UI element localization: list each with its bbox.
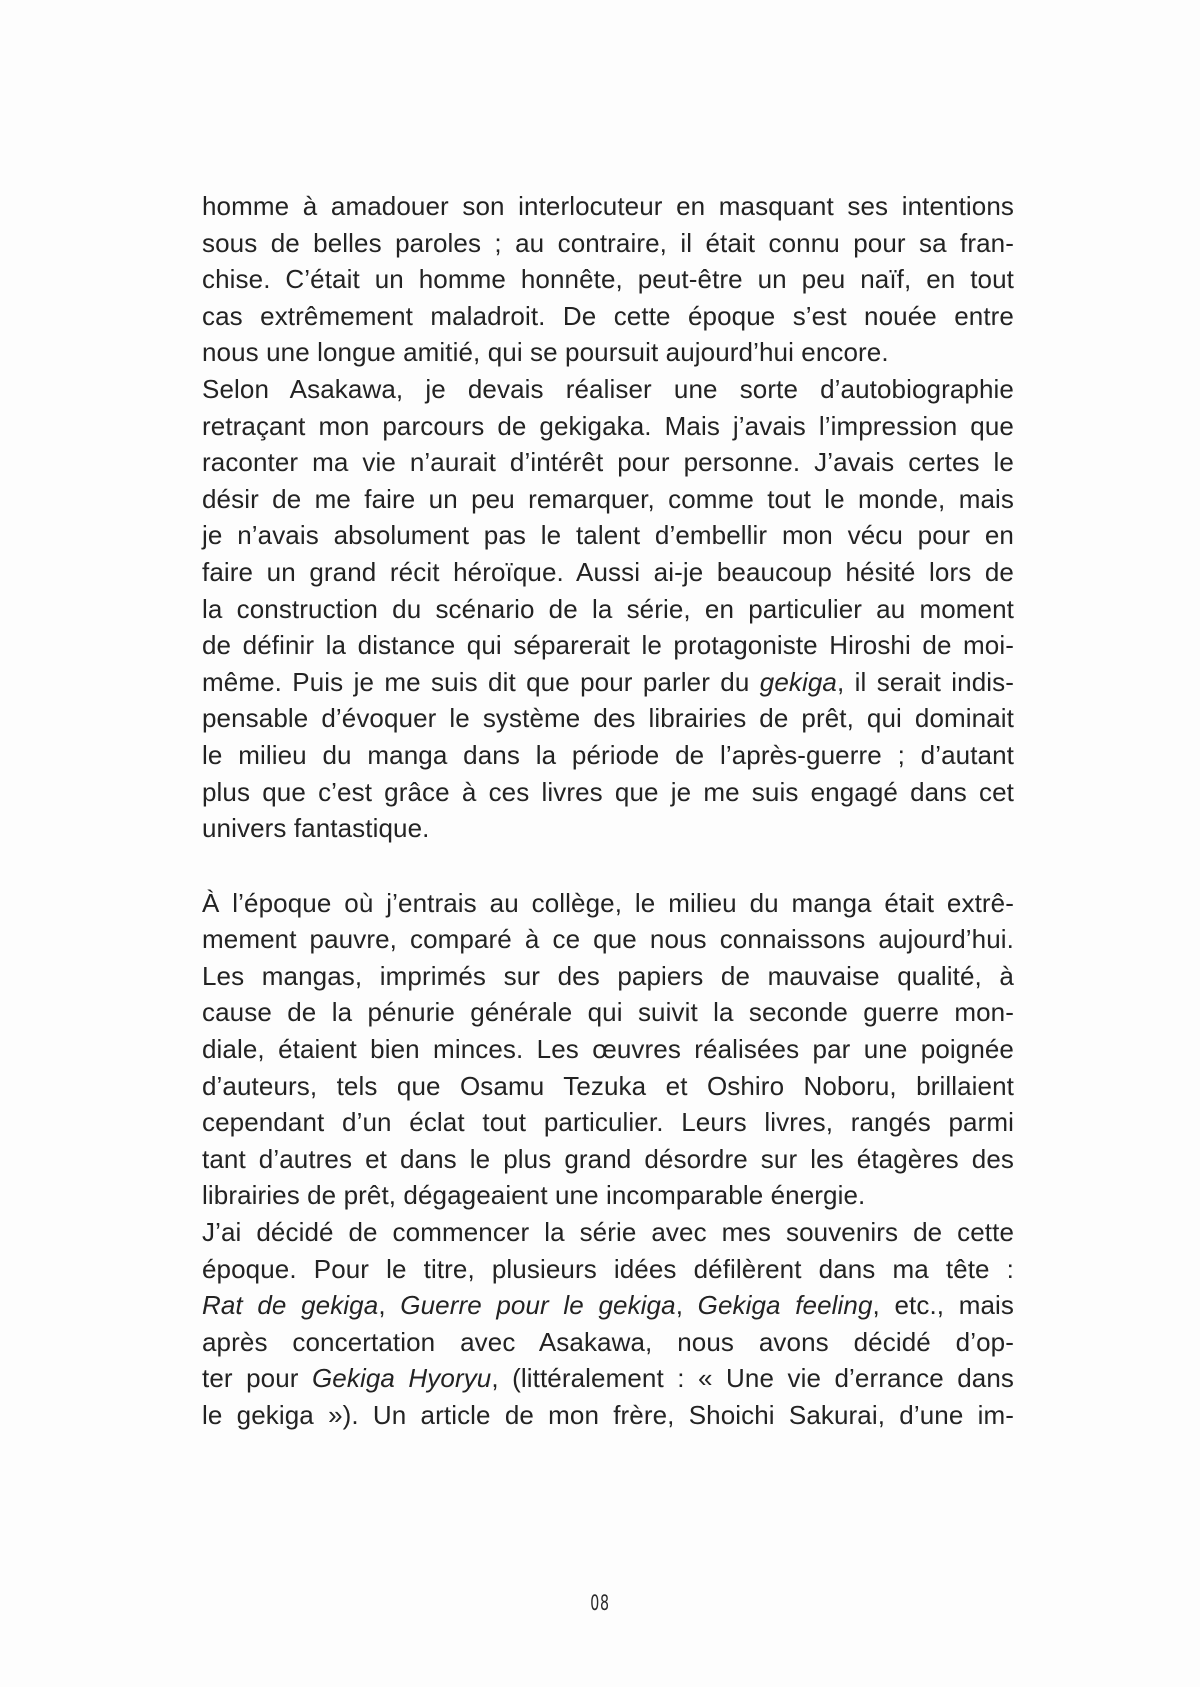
text-run: , bbox=[378, 1290, 401, 1321]
text-line: raconter ma vie n’aurait d’intérêt pour personne. J’avais certes le bbox=[202, 447, 1014, 478]
text-line: univers fantastique. bbox=[202, 813, 430, 844]
page-number: 08 bbox=[590, 1591, 610, 1615]
text-line: librairies de prêt, dégageaient une incomparable énergie. bbox=[202, 1180, 866, 1211]
text-line: après concertation avec Asakawa, nous avons décidé d’op- bbox=[202, 1326, 1014, 1357]
text-line: le milieu du manga dans la période de l’après-guerre ; d’autant bbox=[202, 739, 1014, 770]
text-line: nous une longue amitié, qui se poursuit aujourd’hui encore. bbox=[202, 337, 889, 368]
text-run: , etc., mais bbox=[872, 1290, 1014, 1321]
text-run: , (littéralement : « Une vie d’errance dans bbox=[491, 1363, 1014, 1394]
italic-title: Gekiga Hyoryu bbox=[311, 1363, 492, 1394]
text-line: cause de la pénurie générale qui suivit la seconde guerre mon- bbox=[202, 997, 1014, 1028]
text-line: diale, étaient bien minces. Les œuvres réalisées par une poignée bbox=[202, 1034, 1014, 1065]
text-line: faire un grand récit héroïque. Aussi ai-je beaucoup hésité lors de bbox=[202, 556, 1014, 587]
text-line: de définir la distance qui séparerait le protagoniste Hiroshi de moi- bbox=[202, 630, 1014, 661]
text-line bbox=[202, 1360, 1014, 1397]
italic-term: gekiga bbox=[759, 666, 837, 697]
text-line: je n’avais absolument pas le talent d’embellir mon vécu pour en bbox=[202, 520, 1014, 551]
italic-title: Guerre pour le gekiga bbox=[400, 1290, 676, 1321]
text-line bbox=[202, 1287, 1014, 1324]
text-line: retraçant mon parcours de gekigaka. Mais j’avais l’impression que bbox=[202, 410, 1014, 441]
italic-title: Gekiga feeling bbox=[697, 1290, 873, 1321]
text-run: , bbox=[675, 1290, 698, 1321]
text-run: , il serait indis- bbox=[837, 666, 1014, 697]
text-line: sous de belles paroles ; au contraire, il était connu pour sa fran- bbox=[202, 227, 1014, 258]
text-line: chise. C’était un homme honnête, peut-être un peu naïf, en tout bbox=[202, 264, 1014, 295]
text-line: cas extrêmement maladroit. De cette époque s’est nouée entre bbox=[202, 300, 1014, 331]
text-line: homme à amadouer son interlocuteur en masquant ses intentions bbox=[202, 191, 1014, 221]
text-line: d’auteurs, tels que Osamu Tezuka et Oshiro Noboru, brillaient bbox=[202, 1070, 1014, 1101]
body-text bbox=[202, 188, 1014, 1434]
text-line: désir de me faire un peu remarquer, comme tout le monde, mais bbox=[202, 483, 1014, 514]
text-line: cependant d’un éclat tout particulier. Leurs livres, rangés parmi bbox=[202, 1107, 1014, 1138]
text-line: mement pauvre, comparé à ce que nous connaissons aujourd’hui. bbox=[202, 924, 1014, 955]
italic-title: Rat de gekiga bbox=[202, 1290, 379, 1321]
text-line: tant d’autres et dans le plus grand désordre sur les étagères des bbox=[202, 1143, 1014, 1174]
text-run: même. Puis je me suis dit que pour parler du bbox=[202, 666, 760, 697]
section-break bbox=[202, 847, 1014, 885]
text-line: J’ai décidé de commencer la série avec mes souvenirs de cette bbox=[202, 1217, 1014, 1248]
text-line: Les mangas, imprimés sur des papiers de mauvaise qualité, à bbox=[202, 960, 1014, 991]
text-line: Selon Asakawa, je devais réaliser une sorte d’autobiographie bbox=[202, 373, 1014, 404]
text-line: plus que c’est grâce à ces livres que je me suis engagé dans cet bbox=[202, 776, 1014, 807]
text-run: ter pour bbox=[202, 1363, 312, 1394]
text-line: le gekiga »). Un article de mon frère, Shoichi Sakurai, d’une im- bbox=[202, 1400, 1014, 1430]
text-line: la construction du scénario de la série, en particulier au moment bbox=[202, 593, 1014, 624]
text-line: pensable d’évoquer le système des librairies de prêt, qui dominait bbox=[202, 703, 1014, 734]
text-line: époque. Pour le titre, plusieurs idées défilèrent dans ma tête : bbox=[202, 1253, 1014, 1284]
text-line: À l’époque où j’entrais au collège, le milieu du manga était extrê- bbox=[202, 887, 1014, 918]
text-line bbox=[202, 664, 1014, 701]
